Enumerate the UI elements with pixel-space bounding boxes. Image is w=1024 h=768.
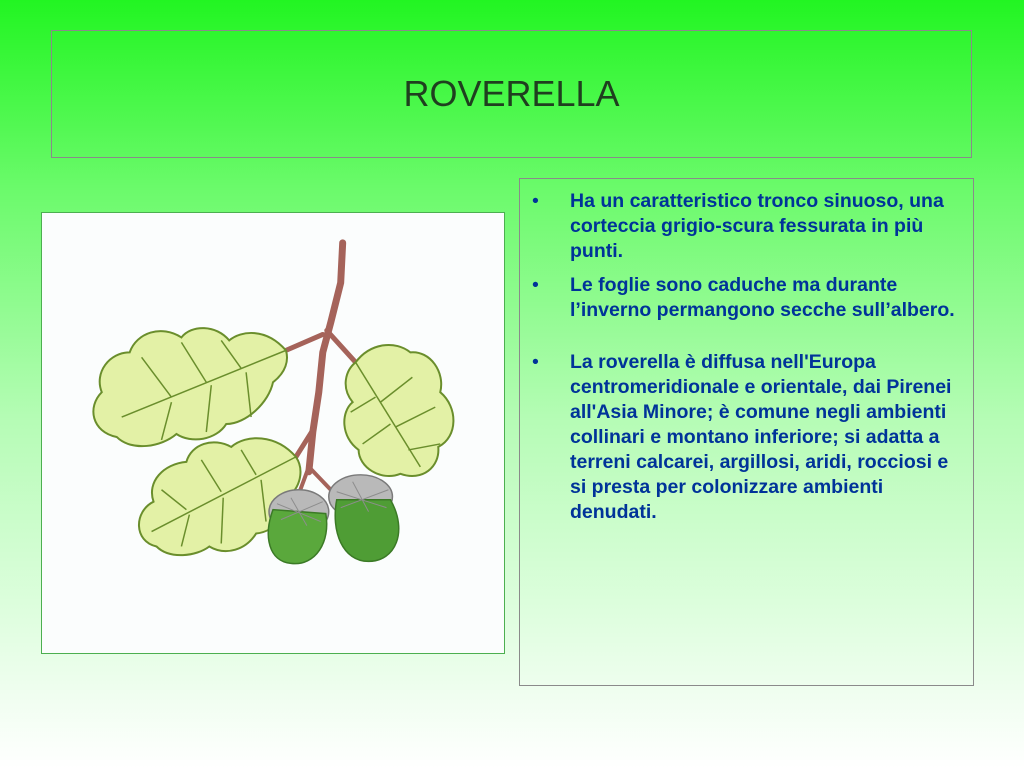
bullet-item xyxy=(520,273,963,323)
bullet-marker: • xyxy=(532,190,539,212)
bullet-item xyxy=(520,350,963,525)
bullet-marker: • xyxy=(532,274,539,296)
bullet-marker: • xyxy=(532,351,539,373)
bullet-text: La roverella è diffusa nell'Europa centromeridionale e orientale, dai Pirenei all'Asia Minore; è comune negli ambienti collinari e montano inferiore; si adatta a terreni calcarei, argillosi, aridi, rocciosi e si presta per colonizzare ambienti denudati. xyxy=(570,351,952,523)
oak-illustration xyxy=(41,212,505,654)
bullet-text: Le foglie sono caduche ma durante l’inverno permangono secche sull’albero. xyxy=(570,274,955,321)
bullet-list xyxy=(520,189,963,525)
content-placeholder xyxy=(519,178,974,686)
bullet-item xyxy=(520,189,963,264)
oak-branch-drawing-icon xyxy=(42,213,504,653)
bullet-text: Ha un caratteristico tronco sinuoso, una corteccia grigio-scura fessurata in più punti. xyxy=(570,190,944,262)
slide-title: ROVERELLA xyxy=(403,73,620,114)
title-placeholder xyxy=(51,30,972,158)
